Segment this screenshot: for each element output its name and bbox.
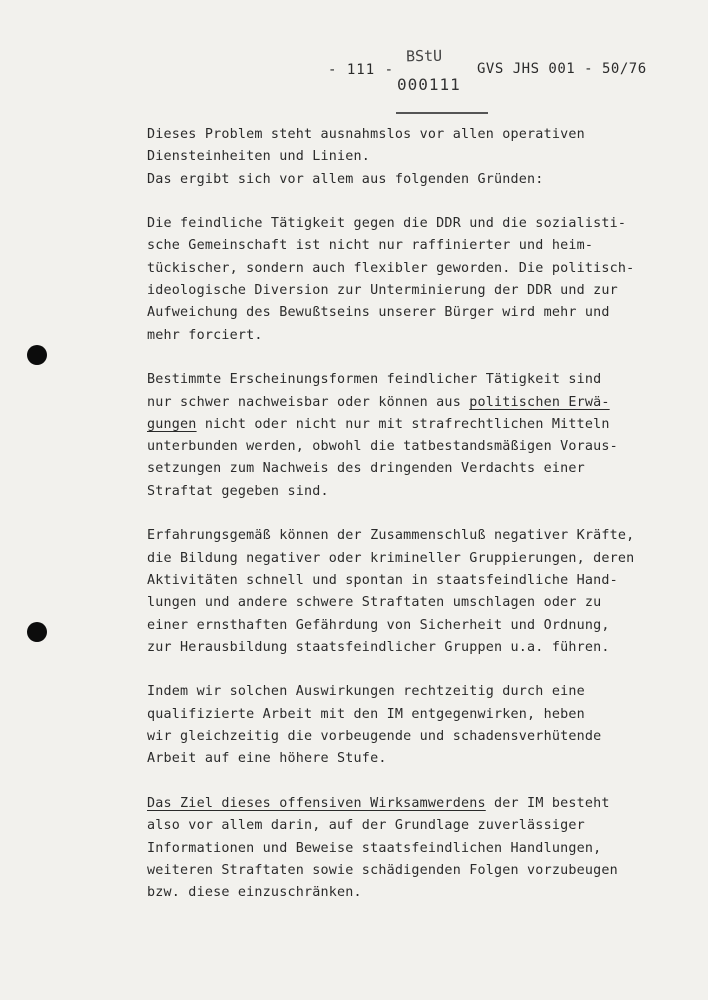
text-line [147,570,692,592]
text-segment: nur schwer nachweisbar oder können aus [147,394,470,410]
text-segment: der IM besteht [485,795,610,811]
text-segment: Das ergibt sich vor allem aus folgenden Gründen: [147,171,544,187]
paragraph-gap [147,771,692,793]
text-line [147,681,692,703]
classification-reference: GVS JHS 001 - 50/76 [477,61,647,77]
paragraph [147,369,692,503]
text-line [147,436,692,458]
text-segment: Straftat gegeben sind. [147,483,329,499]
paragraph-gap [147,503,692,525]
text-line [147,793,692,815]
paragraph-gap [147,659,692,681]
text-line [147,748,692,770]
text-line [147,548,692,570]
text-line [147,302,692,324]
text-segment: Die feindliche Tätigkeit gegen die DDR und die sozialisti- [147,216,627,232]
text-line [147,525,692,547]
punch-hole-lower [27,622,47,642]
text-line [147,146,692,168]
text-line [147,637,692,659]
text-segment: lungen und andere schwere Straftaten umschlagen oder zu [147,595,602,611]
punch-hole-upper [27,345,47,365]
text-line [147,860,692,882]
text-line [147,882,692,904]
paragraph-gap [147,347,692,369]
text-segment: unterbunden werden, obwohl die tatbestandsmäßigen Voraus- [147,439,618,455]
underlined-text: gungen [147,416,197,432]
text-line [147,235,692,257]
paragraph-gap [147,191,692,213]
text-segment: Diensteinheiten und Linien. [147,149,371,165]
stamp-underline [396,112,488,114]
text-line [147,369,692,391]
text-segment: Erfahrungsgemäß können der Zusammenschluß negativer Kräfte, [147,528,635,544]
text-line [147,458,692,480]
text-line [147,392,692,414]
text-line [147,414,692,436]
text-line [147,124,692,146]
text-segment: zur Herausbildung staatsfeindlicher Gruppen u.a. führen. [147,639,610,655]
text-line [147,280,692,302]
text-line [147,592,692,614]
text-segment: qualifizierte Arbeit mit den IM entgegenwirken, heben [147,706,585,722]
paragraph [147,681,692,770]
paragraph [147,213,692,347]
text-segment: tückischer, sondern auch flexibler geworden. Die politisch- [147,260,635,276]
text-segment: Dieses Problem steht ausnahmslos vor allen operativen [147,127,585,142]
text-segment: Bestimmte Erscheinungsformen feindlicher Tätigkeit sind [147,372,602,388]
text-segment: setzungen zum Nachweis des dringenden Verdachts einer [147,461,585,477]
text-segment: nicht oder nicht nur mit strafrechtlichen Mitteln [196,416,610,432]
text-segment: mehr forciert. [147,327,263,343]
paragraph [147,793,692,904]
text-segment: bzw. diese einzuschränken. [147,885,362,901]
text-line [147,481,692,503]
text-segment: sche Gemeinschaft ist nicht nur raffinierter und heim- [147,238,594,254]
text-segment: Aktivitäten schnell und spontan in staatsfeindliche Hand- [147,572,618,588]
text-segment: weiteren Straftaten sowie schädigenden Folgen vorzubeugen [147,862,618,878]
text-segment: Indem wir solchen Auswirkungen rechtzeitig durch eine [147,684,585,700]
body-text [147,124,692,904]
text-line [147,615,692,637]
text-line [147,169,692,191]
text-segment: wir gleichzeitig die vorbeugende und schadensverhütende [147,729,602,745]
text-segment: einer ernsthaften Gefährdung von Sicherheit und Ordnung, [147,617,610,633]
text-segment: ideologische Diversion zur Unterminierung der DDR und zur [147,283,618,299]
archive-stamp-label: BStU [405,46,443,66]
text-line [147,704,692,726]
text-segment: also vor allem darin, auf der Grundlage zuverlässiger [147,818,585,834]
text-line [147,838,692,860]
text-line [147,258,692,280]
text-segment: Arbeit auf eine höhere Stufe. [147,751,387,767]
text-segment: die Bildung negativer oder krimineller Gruppierungen, deren [147,550,635,566]
underlined-text: Das Ziel dieses offensiven Wirksamwerdens [147,795,486,811]
text-line [147,815,692,837]
text-segment: Aufweichung des Bewußtseins unserer Bürger wird mehr und [147,305,610,321]
text-line [147,213,692,235]
paragraph [147,525,692,659]
archive-stamp-number: 000111 [397,75,461,94]
text-line [147,726,692,748]
page-number: - 111 - [328,62,395,78]
text-segment: Informationen und Beweise staatsfeindlichen Handlungen, [147,840,602,856]
underlined-text: politischen Erwä- [469,394,610,410]
text-line [147,325,692,347]
paragraph [147,124,692,191]
